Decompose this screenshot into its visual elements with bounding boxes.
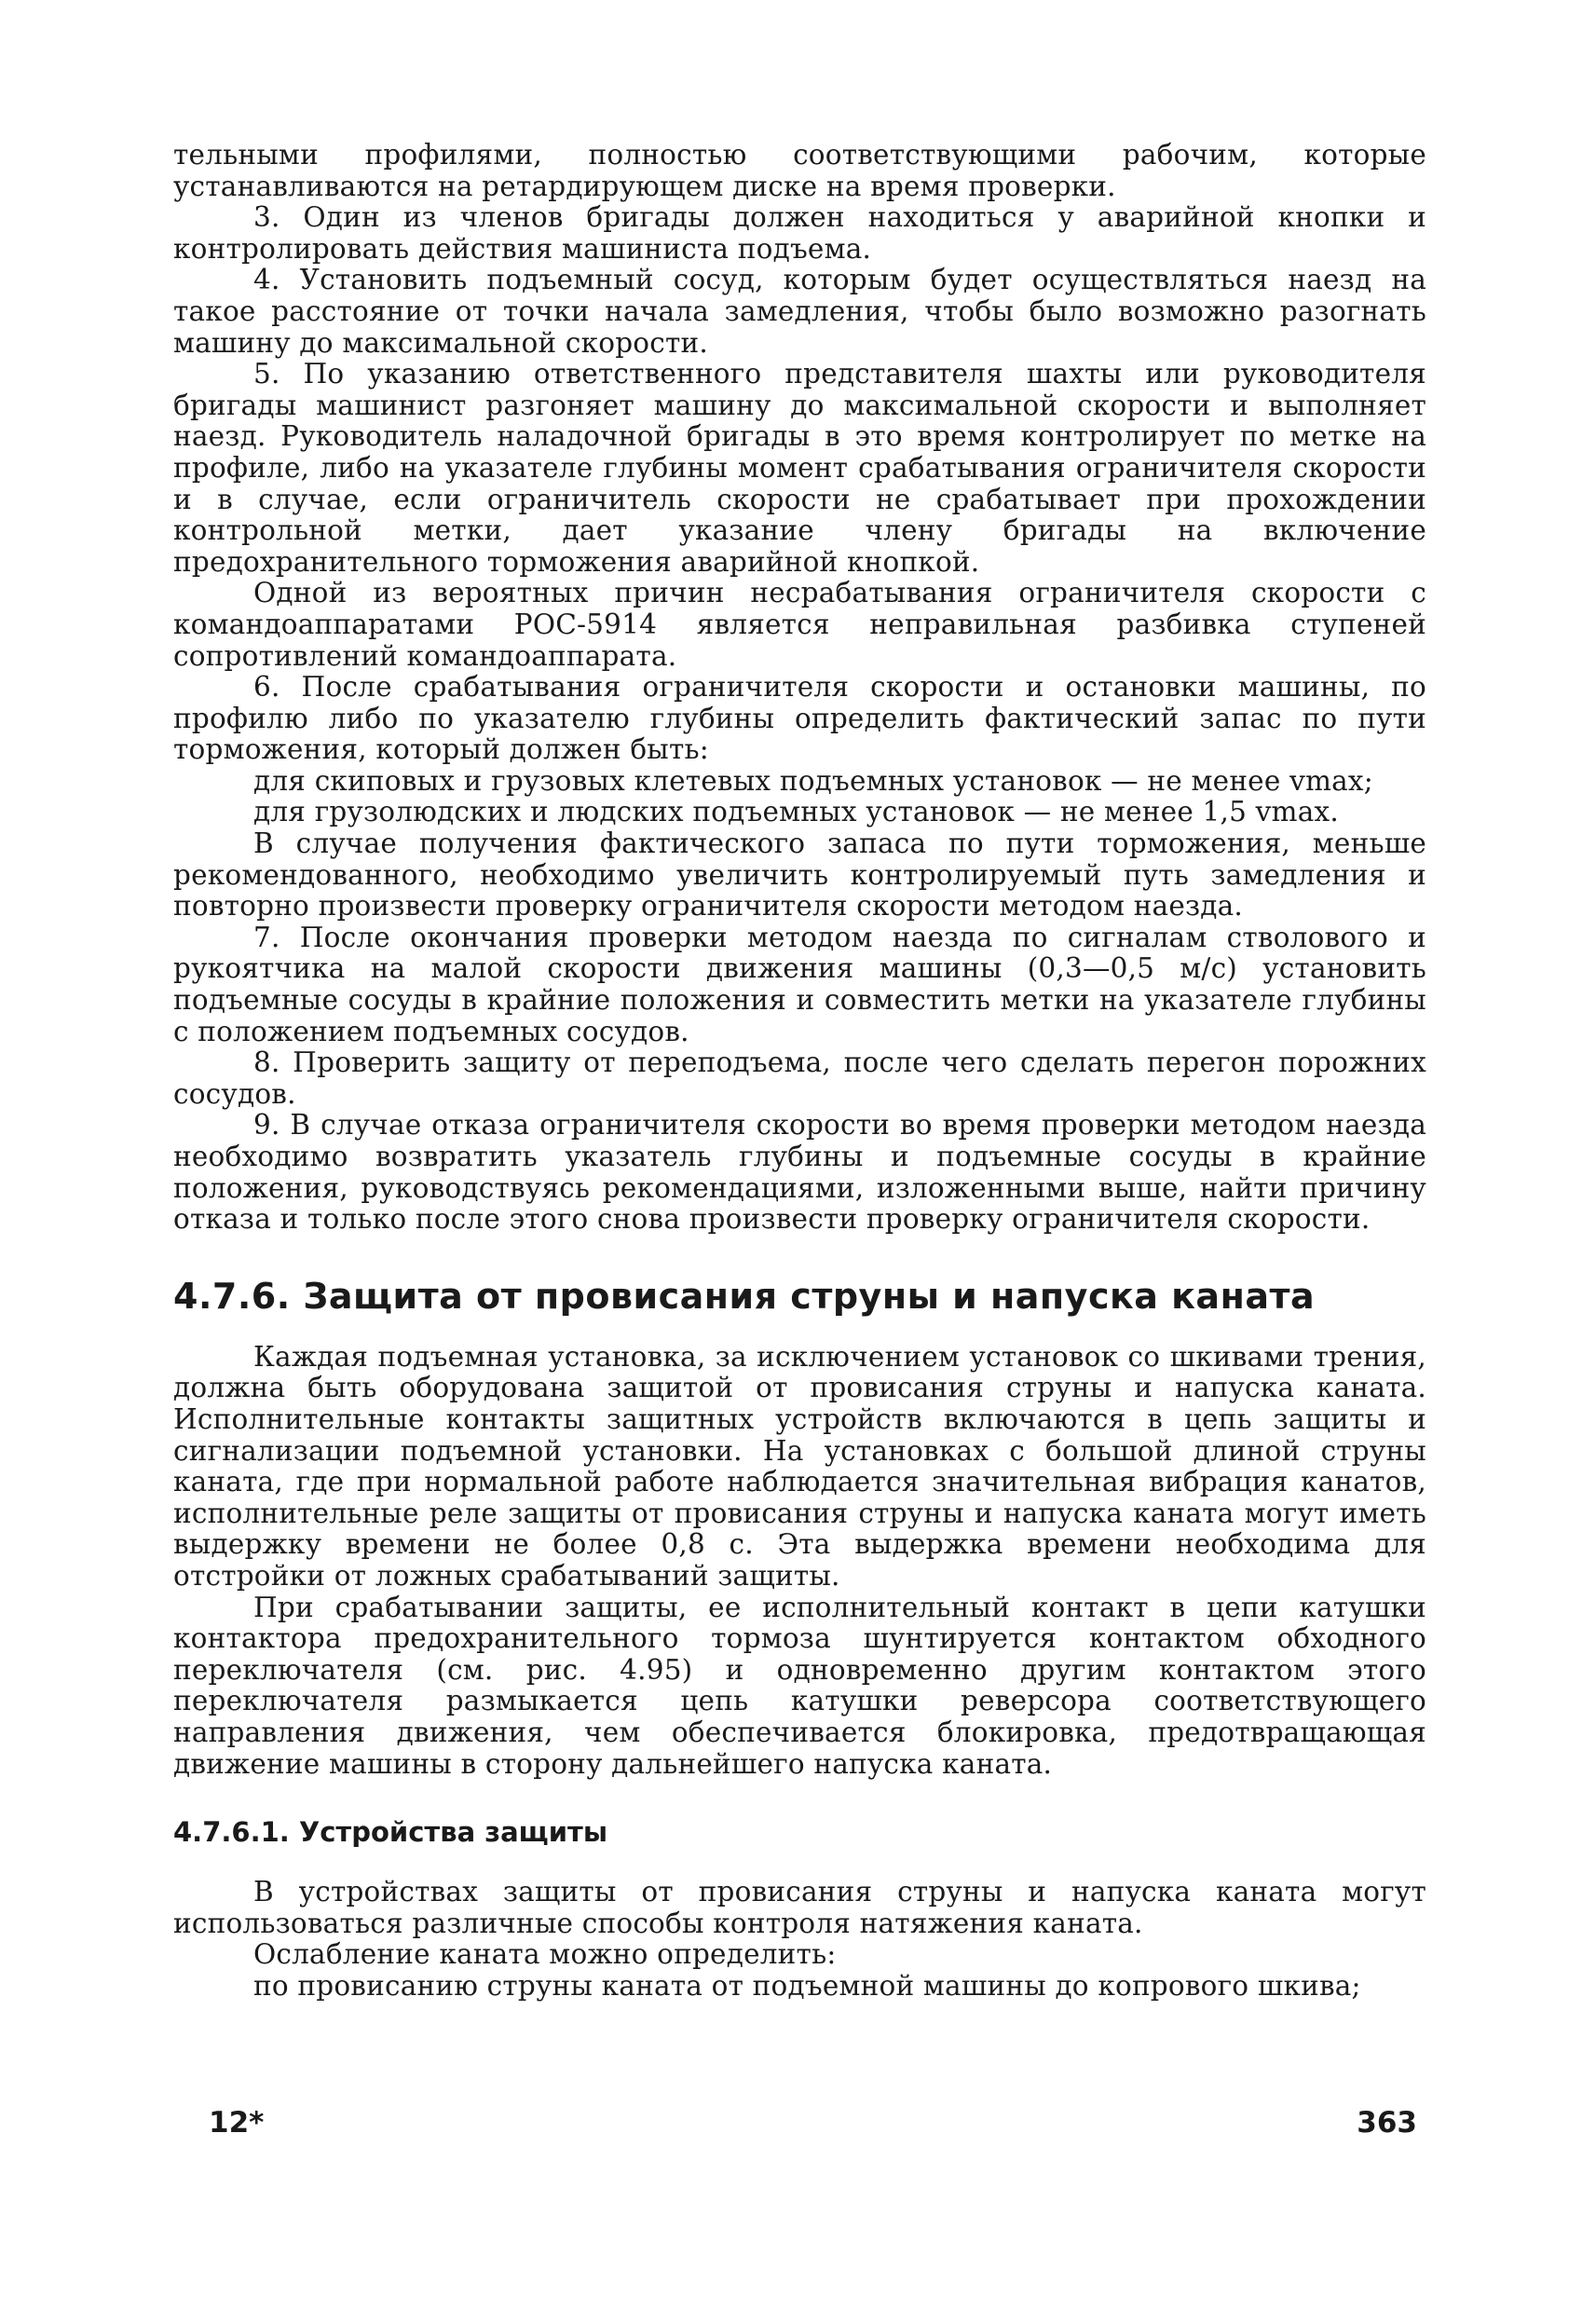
subsection-heading: 4.7.6.1. Устройства защиты: [173, 1816, 608, 1849]
paragraph-braking-reserve: В случае получения фактического запаса по пути торможения, меньше рекомендованного, необходимо увеличить контролируемый путь замедления и повторно произвести проверку ограничителя скорости методом наезда.: [173, 827, 1426, 923]
subsection-paragraph-2: Ослабление каната можно определить:: [253, 1938, 837, 1971]
page-content: [173, 140, 1426, 2002]
subsection-paragraph-3: по провисанию струны каната от подъемной машины до копрового шкива;: [253, 1969, 1361, 2002]
paragraph-continuation: тельными профилями, полностью соответствующими рабочим, которые устанавливаются на ретардирующем диске на время проверки.: [173, 139, 1426, 202]
paragraph-item-7: 7. После окончания проверки методом наезда по сигналам стволового и рукоятчика на малой скорости движения машины (0,3—0,5 м/с) установить подъемные сосуды в крайние положения и совместить метки на указателе глубины с положением подъемных сосудов.: [173, 921, 1426, 1047]
page-number: 363: [1357, 2106, 1417, 2140]
paragraph-item-3: 3. Один из членов бригады должен находиться у аварийной кнопки и контролировать действия машиниста подъема.: [173, 201, 1426, 265]
section-heading: 4.7.6. Защита от провисания струны и напуска каната: [173, 1275, 1316, 1317]
paragraph-item-4: 4. Установить подъемный сосуд, которым будет осуществляться наезд на такое расстояние от точки начала замедления, чтобы было возможно разогнать машину до максимальной скорости.: [173, 264, 1426, 359]
paragraph-item-9: 9. В случае отказа ограничителя скорости во время проверки методом наезда необходимо возвратить указатель глубины и подъемные сосуды в крайние положения, руководствуясь рекомендациями, изложенными выше, найти причину отказа и только после этого снова произвести проверку ограничителя скорости.: [173, 1109, 1426, 1236]
signature-mark: 12*: [209, 2106, 265, 2140]
paragraph-item-8: 8. Проверить защиту от переподъема, после чего сделать перегон порожних сосудов.: [173, 1046, 1426, 1110]
subsection-paragraph-1: В устройствах защиты от провисания струны и напуска каната могут использоваться различные способы контроля натяжения каната.: [173, 1876, 1426, 1939]
paragraph-item-5: 5. По указанию ответственного представителя шахты или руководителя бригады машинист разгоняет машину до максимальной скорости и выполняет наезд. Руководитель наладочной бригады в это время контролирует по метке на профиле, либо на указателе глубины момент срабатывания ограничителя скорости и в случае, если ограничитель скорости не срабатывает при прохождении контрольной метки, дает указание члену бригады на включение предохранительного торможения аварийной кнопкой.: [173, 358, 1426, 578]
section-paragraph-2: При срабатывании защиты, ее исполнительный контакт в цепи катушки контактора предохранительного тормоза шунтируется контактом обходного переключателя (см. рис. 4.95) и одновременно другим контактом этого переключателя размыкается цепь катушки реверсора соответствующего направления движения, чем обеспечивается блокировка, предотвращающая движение машины в сторону дальнейшего напуска каната.: [173, 1591, 1426, 1780]
paragraph-people-hoists: для грузолюдских и людских подъемных установок — не менее 1,5 vmax.: [253, 796, 1339, 828]
paragraph-item-6: 6. После срабатывания ограничителя скорости и остановки машины, по профилю либо по указателю глубины определить фактический запас по пути торможения, который должен быть:: [173, 671, 1426, 766]
paragraph-skip-hoists: для скиповых и грузовых клетевых подъемных установок — не менее vmax;: [253, 764, 1373, 797]
paragraph-note: Одной из вероятных причин несрабатывания ограничителя скорости с командоаппаратами РОС-5914 является неправильная разбивка ступеней сопротивлений командоаппарата.: [173, 577, 1426, 672]
section-paragraph-1: Каждая подъемная установка, за исключением установок со шкивами трения, должна быть оборудована защитой от провисания струны и напуска каната. Исполнительные контакты защитных устройств включаются в цепь защиты и сигнализации подъемной установки. На установках с большой длиной струны каната, где при нормальной работе наблюдается значительная вибрация канатов, исполнительные реле защиты от провисания струны и напуска каната могут иметь выдержку времени не более 0,8 с. Эта выдержка времени необходима для отстройки от ложных срабатываний защиты.: [173, 1340, 1426, 1592]
